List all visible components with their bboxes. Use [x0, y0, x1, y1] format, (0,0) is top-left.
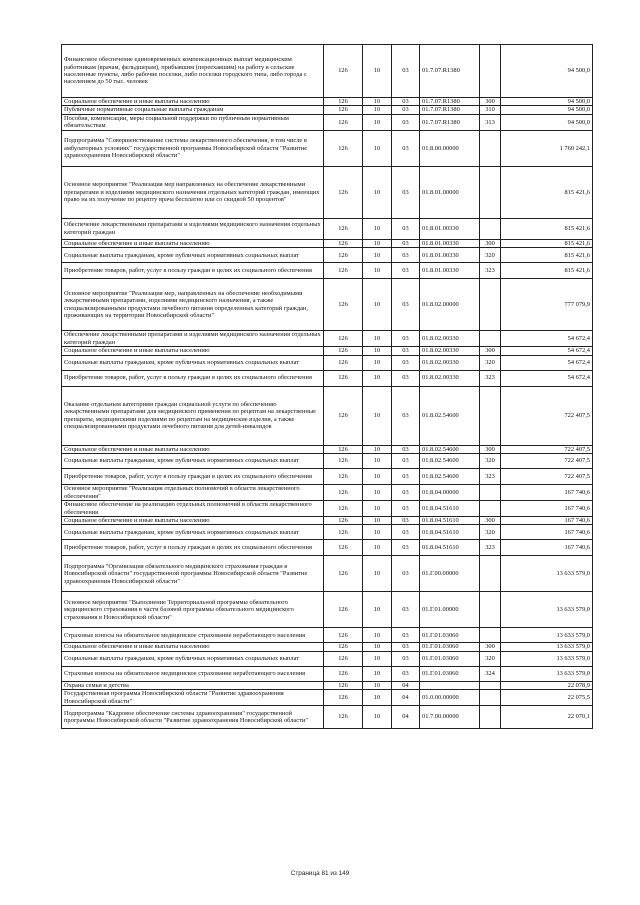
row-ministry-code: 126	[324, 106, 363, 114]
row-name: Страховые взносы на обязательное медицинское страхование неработающего населения	[62, 666, 324, 681]
row-name: Основное мероприятие "Реализация мер направленных на обеспечение лекарственными препаратами и изделиями медицинского назначения отдельных категорий граждан, имеющих право на их получение по рецепту врача бесплатно или со скидкой 50 процентов"	[62, 166, 324, 218]
row-expense-type	[480, 386, 501, 445]
row-name: Приобретение товаров, работ, услуг в пользу граждан в целях их социального обеспечения	[62, 469, 324, 485]
row-expense-type	[480, 681, 501, 689]
row-subsection: 03	[392, 263, 420, 279]
row-subsection: 04	[392, 706, 420, 729]
table-row	[62, 45, 593, 98]
row-subsection: 03	[392, 166, 420, 218]
row-section: 10	[363, 106, 392, 114]
row-expense-type: 300	[480, 517, 501, 525]
row-amount: 13 633 579,0	[501, 628, 593, 643]
table-row	[62, 106, 593, 114]
row-name: Приобретение товаров, работ, услуг в пользу граждан в целях их социального обеспечения	[62, 263, 324, 279]
row-target-article: 01.Г.01.03060	[420, 651, 480, 666]
row-section: 10	[363, 666, 392, 681]
table-row	[62, 651, 593, 666]
row-target-article: 01.8.01.00330	[420, 239, 480, 247]
table-row	[62, 370, 593, 386]
table-row	[62, 114, 593, 130]
budget-table-container	[61, 44, 592, 729]
row-subsection: 03	[392, 469, 420, 485]
page-number: Страница 81 из 149	[290, 870, 350, 877]
table-row	[62, 454, 593, 469]
row-name: Подпрограмма "Совершенствование системы лекарственного обеспечения, в том числе в амбулаторных условиях" государственной программы Новосибирской области "Развитие здравоохранения Новосибирской области"	[62, 130, 324, 166]
row-ministry-code: 126	[324, 166, 363, 218]
row-amount: 167 740,6	[501, 525, 593, 540]
row-name: Финансовое обеспечение на реализацию отдельных полномочий в области лекарственного обеспечения	[62, 501, 324, 517]
row-ministry-code: 126	[324, 454, 363, 469]
row-name: Основное мероприятие "Реализация мер, направленных на обеспечение необходимыми лекарственными препаратами, изделиями медицинского назначения, а также специализированными продуктами лечебного питания определенных категорий граждан, проживающих на территории Новосибирской области"	[62, 279, 324, 331]
row-section: 10	[363, 239, 392, 247]
row-target-article: 01.7.07.R1380	[420, 45, 480, 98]
row-section: 10	[363, 469, 392, 485]
row-expense-type	[480, 130, 501, 166]
row-target-article: 01.8.02.00000	[420, 279, 480, 331]
row-target-article: 01.8.02.54600	[420, 454, 480, 469]
row-subsection: 03	[392, 114, 420, 130]
row-expense-type	[480, 218, 501, 239]
row-ministry-code: 126	[324, 248, 363, 263]
row-section: 10	[363, 525, 392, 540]
row-amount: 54 672,4	[501, 355, 593, 370]
table-row	[62, 690, 593, 706]
row-name: Страховые взносы на обязательное медицинское страхование неработающего населения	[62, 628, 324, 643]
row-section: 10	[363, 651, 392, 666]
row-section: 10	[363, 706, 392, 729]
row-target-article: 01.8.04.51610	[420, 540, 480, 556]
row-section: 10	[363, 218, 392, 239]
row-amount: 722 407,5	[501, 386, 593, 445]
row-target-article: 01.8.02.54600	[420, 469, 480, 485]
row-ministry-code: 126	[324, 45, 363, 98]
table-row	[62, 501, 593, 517]
row-target-article: 01.8.01.00330	[420, 263, 480, 279]
table-row	[62, 355, 593, 370]
table-body	[62, 45, 593, 729]
row-subsection: 03	[392, 454, 420, 469]
row-amount: 815 421,6	[501, 218, 593, 239]
row-expense-type	[480, 628, 501, 643]
row-section: 10	[363, 386, 392, 445]
row-subsection: 03	[392, 517, 420, 525]
row-ministry-code: 126	[324, 690, 363, 706]
row-name: Социальные выплаты гражданам, кроме публичных нормативных социальных выплат	[62, 651, 324, 666]
row-section: 10	[363, 690, 392, 706]
row-subsection: 03	[392, 239, 420, 247]
row-ministry-code: 126	[324, 218, 363, 239]
row-section: 10	[363, 248, 392, 263]
row-ministry-code: 126	[324, 355, 363, 370]
row-target-article: 01.8.02.54600	[420, 445, 480, 453]
row-ministry-code: 126	[324, 643, 363, 651]
table-row	[62, 485, 593, 501]
row-subsection: 03	[392, 331, 420, 347]
row-amount: 167 740,6	[501, 485, 593, 501]
row-target-article: 01.8.02.00330	[420, 355, 480, 370]
row-name: Публичные нормативные социальные выплаты гражданам	[62, 106, 324, 114]
row-section: 10	[363, 114, 392, 130]
row-amount: 94 500,0	[501, 106, 593, 114]
row-ministry-code: 126	[324, 347, 363, 355]
row-ministry-code: 126	[324, 628, 363, 643]
row-ministry-code: 126	[324, 370, 363, 386]
row-expense-type	[480, 166, 501, 218]
row-section: 10	[363, 643, 392, 651]
row-subsection: 03	[392, 651, 420, 666]
row-ministry-code: 126	[324, 517, 363, 525]
row-name: Подпрограмма "Организация обязательного медицинского страхования граждан в Новосибирской области" государственной программы Новосибирской области "Развитие здравоохранения Новосибирской области"	[62, 556, 324, 592]
row-target-article: 01.Г.01.03060	[420, 666, 480, 681]
row-amount: 722 407,5	[501, 454, 593, 469]
row-subsection: 03	[392, 556, 420, 592]
row-ministry-code: 126	[324, 592, 363, 628]
row-ministry-code: 126	[324, 469, 363, 485]
table-row	[62, 706, 593, 729]
row-section: 10	[363, 347, 392, 355]
row-target-article: 01.8.04.51610	[420, 525, 480, 540]
row-expense-type: 300	[480, 98, 501, 106]
row-amount: 13 633 579,0	[501, 592, 593, 628]
table-row	[62, 469, 593, 485]
row-amount: 94 500,0	[501, 98, 593, 106]
row-name: Социальное обеспечение и иные выплаты населению	[62, 445, 324, 453]
row-expense-type	[480, 592, 501, 628]
row-ministry-code: 126	[324, 263, 363, 279]
table-row	[62, 643, 593, 651]
row-subsection: 03	[392, 355, 420, 370]
row-section: 10	[363, 628, 392, 643]
row-name: Государственная программа Новосибирской области "Развитие здравоохранения Новосибирской области"	[62, 690, 324, 706]
row-subsection: 04	[392, 681, 420, 689]
row-name: Обеспечение лекарственными препаратами и изделиями медицинского назначения отдельных категорий граждан	[62, 218, 324, 239]
row-section: 10	[363, 279, 392, 331]
row-ministry-code: 126	[324, 386, 363, 445]
row-section: 10	[363, 355, 392, 370]
table-row	[62, 386, 593, 445]
table-row	[62, 517, 593, 525]
row-expense-type: 323	[480, 370, 501, 386]
row-target-article: 01.8.01.00330	[420, 248, 480, 263]
row-name: Охрана семьи и детства	[62, 681, 324, 689]
row-section: 10	[363, 98, 392, 106]
row-ministry-code: 126	[324, 651, 363, 666]
row-expense-type: 320	[480, 355, 501, 370]
row-amount: 815 421,6	[501, 239, 593, 247]
row-subsection: 03	[392, 485, 420, 501]
row-amount: 13 633 579,0	[501, 643, 593, 651]
row-section: 10	[363, 130, 392, 166]
row-expense-type	[480, 485, 501, 501]
row-subsection: 03	[392, 592, 420, 628]
row-subsection: 03	[392, 370, 420, 386]
row-expense-type: 300	[480, 445, 501, 453]
table-row	[62, 666, 593, 681]
row-section: 10	[363, 556, 392, 592]
row-section: 10	[363, 370, 392, 386]
row-amount: 22 075,5	[501, 690, 593, 706]
table-row	[62, 556, 593, 592]
row-section: 10	[363, 445, 392, 453]
table-row	[62, 592, 593, 628]
row-target-article: 01.8.02.00330	[420, 347, 480, 355]
row-amount: 777 079,9	[501, 279, 593, 331]
row-target-article: 01.8.01.00000	[420, 166, 480, 218]
row-subsection: 04	[392, 690, 420, 706]
row-subsection: 03	[392, 628, 420, 643]
row-expense-type: 320	[480, 525, 501, 540]
row-section: 10	[363, 540, 392, 556]
row-amount: 22 078,9	[501, 681, 593, 689]
table-row	[62, 347, 593, 355]
row-subsection: 03	[392, 445, 420, 453]
row-target-article: 01.7.07.R1380	[420, 98, 480, 106]
row-target-article: 01.0.00.00000	[420, 690, 480, 706]
row-subsection: 03	[392, 386, 420, 445]
row-section: 10	[363, 501, 392, 517]
table-row	[62, 263, 593, 279]
row-target-article: 01.Г.01.00000	[420, 592, 480, 628]
row-expense-type: 300	[480, 347, 501, 355]
row-name: Социальное обеспечение и иные выплаты населению	[62, 517, 324, 525]
row-subsection: 03	[392, 98, 420, 106]
row-amount: 722 407,5	[501, 469, 593, 485]
row-expense-type: 323	[480, 469, 501, 485]
row-name: Основное мероприятие "Реализация отдельных полномочий в области лекарственного обеспечения"	[62, 485, 324, 501]
row-name: Социальное обеспечение и иные выплаты населению	[62, 239, 324, 247]
row-expense-type: 320	[480, 651, 501, 666]
row-ministry-code: 126	[324, 706, 363, 729]
row-ministry-code: 126	[324, 239, 363, 247]
row-expense-type	[480, 556, 501, 592]
row-subsection: 03	[392, 525, 420, 540]
row-amount: 13 633 579,0	[501, 556, 593, 592]
row-subsection: 03	[392, 45, 420, 98]
row-subsection: 03	[392, 666, 420, 681]
row-amount: 815 421,6	[501, 166, 593, 218]
row-expense-type: 300	[480, 239, 501, 247]
row-target-article: 01.8.04.51610	[420, 501, 480, 517]
table-row	[62, 239, 593, 247]
row-expense-type: 300	[480, 643, 501, 651]
row-expense-type: 320	[480, 454, 501, 469]
row-subsection: 03	[392, 643, 420, 651]
row-name: Социальные выплаты гражданам, кроме публичных нормативных социальных выплат	[62, 355, 324, 370]
row-amount: 722 407,5	[501, 445, 593, 453]
row-name: Социальные выплаты гражданам, кроме публичных нормативных социальных выплат	[62, 248, 324, 263]
row-amount: 1 760 242,1	[501, 130, 593, 166]
row-subsection: 03	[392, 347, 420, 355]
row-ministry-code: 126	[324, 114, 363, 130]
row-name: Подпрограмма "Кадровое обеспечение системы здравоохранения" государственной программы Новосибирской области "Развитие здравоохранения Новосибирской области"	[62, 706, 324, 729]
row-expense-type	[480, 331, 501, 347]
row-amount: 167 740,6	[501, 540, 593, 556]
row-target-article: 01.7.00.00000	[420, 706, 480, 729]
row-subsection: 03	[392, 106, 420, 114]
row-name: Финансовое обеспечение единовременных компенсационных выплат медицинским работникам (врачам, фельдшерам), прибывшим (переехавшим) на работу в сельские населенные пункты, либо рабочие поселки, либо поселки городского типа, либо города с населением до 50 тыс. человек	[62, 45, 324, 98]
row-ministry-code: 126	[324, 501, 363, 517]
table-row	[62, 248, 593, 263]
row-name: Приобретение товаров, работ, услуг в пользу граждан в целях их социального обеспечения	[62, 370, 324, 386]
row-expense-type	[480, 45, 501, 98]
row-amount: 167 740,6	[501, 501, 593, 517]
row-target-article	[420, 681, 480, 689]
row-name: Социальные выплаты гражданам, кроме публичных нормативных социальных выплат	[62, 454, 324, 469]
row-name: Пособия, компенсации, меры социальной поддержки по публичным нормативным обязательствам	[62, 114, 324, 130]
table-row	[62, 331, 593, 347]
row-section: 10	[363, 166, 392, 218]
row-expense-type: 323	[480, 263, 501, 279]
row-ministry-code: 126	[324, 279, 363, 331]
row-name: Обеспечение лекарственными препаратами и изделиями медицинского назначения отдельных категорий граждан	[62, 331, 324, 347]
row-ministry-code: 126	[324, 485, 363, 501]
table-row	[62, 279, 593, 331]
row-ministry-code: 126	[324, 331, 363, 347]
row-subsection: 03	[392, 130, 420, 166]
row-amount: 94 500,0	[501, 45, 593, 98]
row-amount: 54 672,4	[501, 370, 593, 386]
row-ministry-code: 126	[324, 525, 363, 540]
row-expense-type: 320	[480, 248, 501, 263]
row-ministry-code: 126	[324, 130, 363, 166]
row-name: Социальное обеспечение и иные выплаты населению	[62, 98, 324, 106]
row-amount: 167 740,6	[501, 517, 593, 525]
row-target-article: 01.7.07.R1380	[420, 106, 480, 114]
row-target-article: 01.7.07.R1380	[420, 114, 480, 130]
row-target-article: 01.8.02.54600	[420, 386, 480, 445]
table-row	[62, 681, 593, 689]
row-target-article: 01.Г.01.03060	[420, 643, 480, 651]
row-target-article: 01.8.02.00330	[420, 331, 480, 347]
row-target-article: 01.8.00.00000	[420, 130, 480, 166]
table-row	[62, 628, 593, 643]
row-ministry-code: 126	[324, 540, 363, 556]
row-ministry-code: 126	[324, 445, 363, 453]
row-amount: 815 421,6	[501, 263, 593, 279]
row-target-article: 01.8.02.00330	[420, 370, 480, 386]
row-name: Социальное обеспечение и иные выплаты населению	[62, 643, 324, 651]
row-target-article: 01.8.04.00000	[420, 485, 480, 501]
row-target-article: 01.Г.01.03060	[420, 628, 480, 643]
row-expense-type: 323	[480, 540, 501, 556]
row-subsection: 03	[392, 218, 420, 239]
table-row	[62, 218, 593, 239]
table-row	[62, 445, 593, 453]
row-amount: 94 500,0	[501, 114, 593, 130]
row-ministry-code: 126	[324, 556, 363, 592]
row-amount: 13 633 579,0	[501, 666, 593, 681]
row-section: 10	[363, 681, 392, 689]
row-name: Приобретение товаров, работ, услуг в пользу граждан в целях их социального обеспечения	[62, 540, 324, 556]
table-row	[62, 130, 593, 166]
row-target-article: 01.8.01.00330	[420, 218, 480, 239]
row-amount: 13 633 579,0	[501, 651, 593, 666]
row-section: 10	[363, 331, 392, 347]
row-name: Социальные выплаты гражданам, кроме публичных нормативных социальных выплат	[62, 525, 324, 540]
table-row	[62, 540, 593, 556]
row-subsection: 03	[392, 248, 420, 263]
row-section: 10	[363, 454, 392, 469]
row-expense-type: 324	[480, 666, 501, 681]
row-amount: 22 070,1	[501, 706, 593, 729]
table-row	[62, 98, 593, 106]
row-ministry-code: 126	[324, 98, 363, 106]
row-name: Основное мероприятие "Выполнение Территориальной программы обязательного медицинского страхования в части базовой программы обязательного медицинского страхования в Новосибирской области"	[62, 592, 324, 628]
row-expense-type	[480, 501, 501, 517]
row-subsection: 03	[392, 540, 420, 556]
row-target-article: 01.8.04.51610	[420, 517, 480, 525]
row-section: 10	[363, 592, 392, 628]
row-section: 10	[363, 263, 392, 279]
row-ministry-code: 126	[324, 681, 363, 689]
row-expense-type	[480, 706, 501, 729]
row-subsection: 03	[392, 501, 420, 517]
row-expense-type	[480, 279, 501, 331]
row-expense-type	[480, 690, 501, 706]
row-amount: 815 421,6	[501, 248, 593, 263]
row-expense-type: 313	[480, 114, 501, 130]
row-section: 10	[363, 45, 392, 98]
row-name: Социальное обеспечение и иные выплаты населению	[62, 347, 324, 355]
row-target-article: 01.Г.00.00000	[420, 556, 480, 592]
budget-table	[61, 44, 593, 729]
row-section: 10	[363, 517, 392, 525]
table-row	[62, 166, 593, 218]
row-amount: 54 672,4	[501, 347, 593, 355]
table-row	[62, 525, 593, 540]
row-ministry-code: 126	[324, 666, 363, 681]
row-expense-type: 310	[480, 106, 501, 114]
row-section: 10	[363, 485, 392, 501]
row-amount: 54 672,4	[501, 331, 593, 347]
row-subsection: 03	[392, 279, 420, 331]
row-name: Оказание отдельным категориям граждан социальной услуги по обеспечению лекарственными препаратами для медицинского применения по рецептам на лекарственные препараты, медицинскими изделиями по рецептам на медицинские изделия, а также специализированными продуктами лечебного питания для детей-инвалидов	[62, 386, 324, 445]
